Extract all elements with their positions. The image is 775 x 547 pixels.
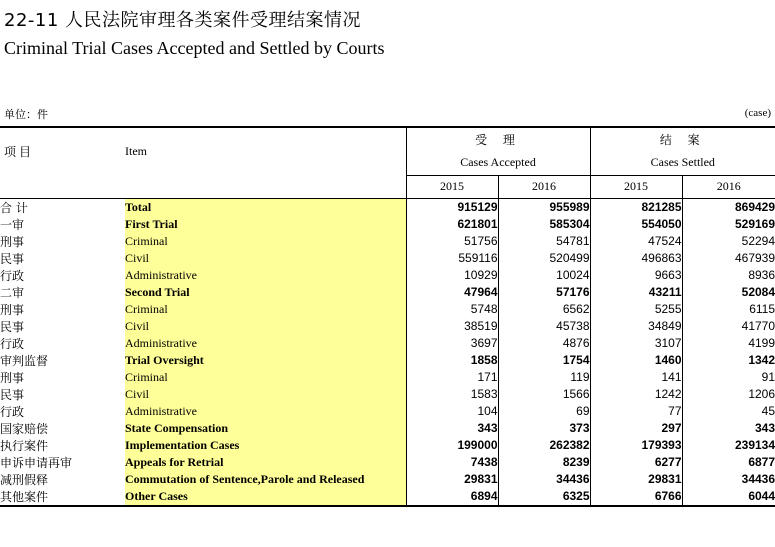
table-row (0, 301, 775, 318)
value-cell: 45738 (498, 318, 590, 335)
value-cell: 34436 (498, 471, 590, 488)
value-cell: 297 (590, 420, 682, 437)
value-cell: 45 (682, 403, 775, 420)
table-row (0, 437, 775, 454)
row-label-en: Civil (125, 386, 406, 403)
table-row (0, 386, 775, 403)
value-cell: 5748 (406, 301, 498, 318)
year-header: 2016 (498, 175, 590, 198)
value-cell: 6044 (682, 488, 775, 506)
value-cell: 869429 (682, 198, 775, 216)
value-cell: 6766 (590, 488, 682, 506)
table-row (0, 352, 775, 369)
row-label-en: Administrative (125, 335, 406, 352)
row-label-en: Criminal (125, 301, 406, 318)
row-label-en: Commutation of Sentence,Parole and Released (125, 471, 406, 488)
value-cell: 29831 (406, 471, 498, 488)
value-cell: 559116 (406, 250, 498, 267)
settled-header-en: Cases Settled (590, 151, 775, 175)
value-cell: 6894 (406, 488, 498, 506)
value-cell: 262382 (498, 437, 590, 454)
value-cell: 496863 (590, 250, 682, 267)
value-cell: 38519 (406, 318, 498, 335)
row-label-en: Criminal (125, 233, 406, 250)
value-cell: 621801 (406, 216, 498, 233)
row-label-cn: 刑事 (0, 302, 25, 317)
value-cell: 9663 (590, 267, 682, 284)
value-cell: 554050 (590, 216, 682, 233)
row-label-cn: 民事 (0, 387, 25, 402)
value-cell: 29831 (590, 471, 682, 488)
value-cell: 34849 (590, 318, 682, 335)
value-cell: 104 (406, 403, 498, 420)
value-cell: 343 (682, 420, 775, 437)
row-label-cn: 刑事 (0, 370, 25, 385)
row-label-cn: 合 计 (0, 200, 28, 215)
row-label-en: Implementation Cases (125, 437, 406, 454)
accepted-header-cn: 受 理 (475, 133, 521, 147)
value-cell: 10024 (498, 267, 590, 284)
value-cell: 529169 (682, 216, 775, 233)
row-label-cn: 申诉申请再审 (0, 455, 73, 470)
page-title-en: Criminal Trial Cases Accepted and Settled by Courts (4, 38, 385, 58)
row-label-cn: 行政 (0, 336, 25, 351)
value-cell: 6562 (498, 301, 590, 318)
row-label-cn: 民事 (0, 319, 25, 334)
value-cell: 3697 (406, 335, 498, 352)
value-cell: 5255 (590, 301, 682, 318)
value-cell: 41770 (682, 318, 775, 335)
accepted-header-en: Cases Accepted (406, 151, 590, 175)
value-cell: 171 (406, 369, 498, 386)
row-label-en: Appeals for Retrial (125, 454, 406, 471)
year-header: 2015 (590, 175, 682, 198)
table-row (0, 403, 775, 420)
value-cell: 239134 (682, 437, 775, 454)
value-cell: 10929 (406, 267, 498, 284)
row-label-en: First Trial (125, 216, 406, 233)
table-row (0, 369, 775, 386)
row-label-cn: 审判监督 (0, 353, 49, 368)
value-cell: 8239 (498, 454, 590, 471)
value-cell: 467939 (682, 250, 775, 267)
table-row (0, 250, 775, 267)
item-header-cn: 项 目 (0, 127, 125, 175)
table-row (0, 335, 775, 352)
table-row (0, 420, 775, 437)
row-label-en: Other Cases (125, 488, 406, 506)
value-cell: 6877 (682, 454, 775, 471)
year-header: 2015 (406, 175, 498, 198)
value-cell: 1460 (590, 352, 682, 369)
table-row (0, 284, 775, 301)
row-label-cn: 其他案件 (0, 488, 125, 506)
value-cell: 6277 (590, 454, 682, 471)
row-label-cn: 二审 (0, 285, 25, 300)
row-label-cn: 行政 (0, 268, 25, 283)
row-label-en: State Compensation (125, 420, 406, 437)
value-cell: 51756 (406, 233, 498, 250)
row-label-cn: 刑事 (0, 234, 25, 249)
value-cell: 47524 (590, 233, 682, 250)
value-cell: 54781 (498, 233, 590, 250)
statistics-table (0, 126, 775, 507)
value-cell: 1754 (498, 352, 590, 369)
year-header: 2016 (682, 175, 775, 198)
row-label-en: Criminal (125, 369, 406, 386)
value-cell: 77 (590, 403, 682, 420)
value-cell: 4199 (682, 335, 775, 352)
value-cell: 43211 (590, 284, 682, 301)
row-label-cn: 国家赔偿 (0, 421, 49, 436)
value-cell: 6115 (682, 301, 775, 318)
table-row (0, 488, 775, 506)
value-cell: 1858 (406, 352, 498, 369)
value-cell: 91 (682, 369, 775, 386)
row-label-cn: 行政 (0, 404, 25, 419)
item-header-en: Item (125, 127, 406, 175)
value-cell: 199000 (406, 437, 498, 454)
unit-label-cn: 单位：件 (4, 108, 48, 121)
table-row (0, 267, 775, 284)
row-label-en: Civil (125, 250, 406, 267)
value-cell: 915129 (406, 198, 498, 216)
row-label-en: Civil (125, 318, 406, 335)
value-cell: 343 (406, 420, 498, 437)
value-cell: 6325 (498, 488, 590, 506)
value-cell: 955989 (498, 198, 590, 216)
value-cell: 1242 (590, 386, 682, 403)
value-cell: 179393 (590, 437, 682, 454)
value-cell: 1566 (498, 386, 590, 403)
page-title-cn: 22-11 人民法院审理各类案件受理结案情况 (4, 10, 362, 31)
value-cell: 7438 (406, 454, 498, 471)
row-label-cn: 一审 (0, 217, 25, 232)
row-label-en: Second Trial (125, 284, 406, 301)
unit-label-en: (case) (744, 107, 771, 119)
value-cell: 119 (498, 369, 590, 386)
row-label-en: Administrative (125, 267, 406, 284)
value-cell: 1342 (682, 352, 775, 369)
row-label-cn: 民事 (0, 251, 25, 266)
table-row (0, 318, 775, 335)
value-cell: 69 (498, 403, 590, 420)
table-row (0, 471, 775, 488)
value-cell: 3107 (590, 335, 682, 352)
value-cell: 4876 (498, 335, 590, 352)
row-label-cn: 减刑假释 (0, 472, 49, 487)
value-cell: 52084 (682, 284, 775, 301)
value-cell: 585304 (498, 216, 590, 233)
row-label-en: Total (125, 198, 406, 216)
table-body (0, 198, 775, 506)
value-cell: 52294 (682, 233, 775, 250)
table-row (0, 233, 775, 250)
value-cell: 373 (498, 420, 590, 437)
value-cell: 141 (590, 369, 682, 386)
value-cell: 57176 (498, 284, 590, 301)
row-label-en: Trial Oversight (125, 352, 406, 369)
value-cell: 34436 (682, 471, 775, 488)
row-label-cn: 执行案件 (0, 438, 49, 453)
value-cell: 47964 (406, 284, 498, 301)
value-cell: 1583 (406, 386, 498, 403)
table-row (0, 454, 775, 471)
row-label-en: Administrative (125, 403, 406, 420)
value-cell: 821285 (590, 198, 682, 216)
value-cell: 1206 (682, 386, 775, 403)
table-row (0, 216, 775, 233)
table-row (0, 198, 775, 216)
value-cell: 8936 (682, 267, 775, 284)
settled-header-cn: 结 案 (659, 133, 706, 147)
value-cell: 520499 (498, 250, 590, 267)
